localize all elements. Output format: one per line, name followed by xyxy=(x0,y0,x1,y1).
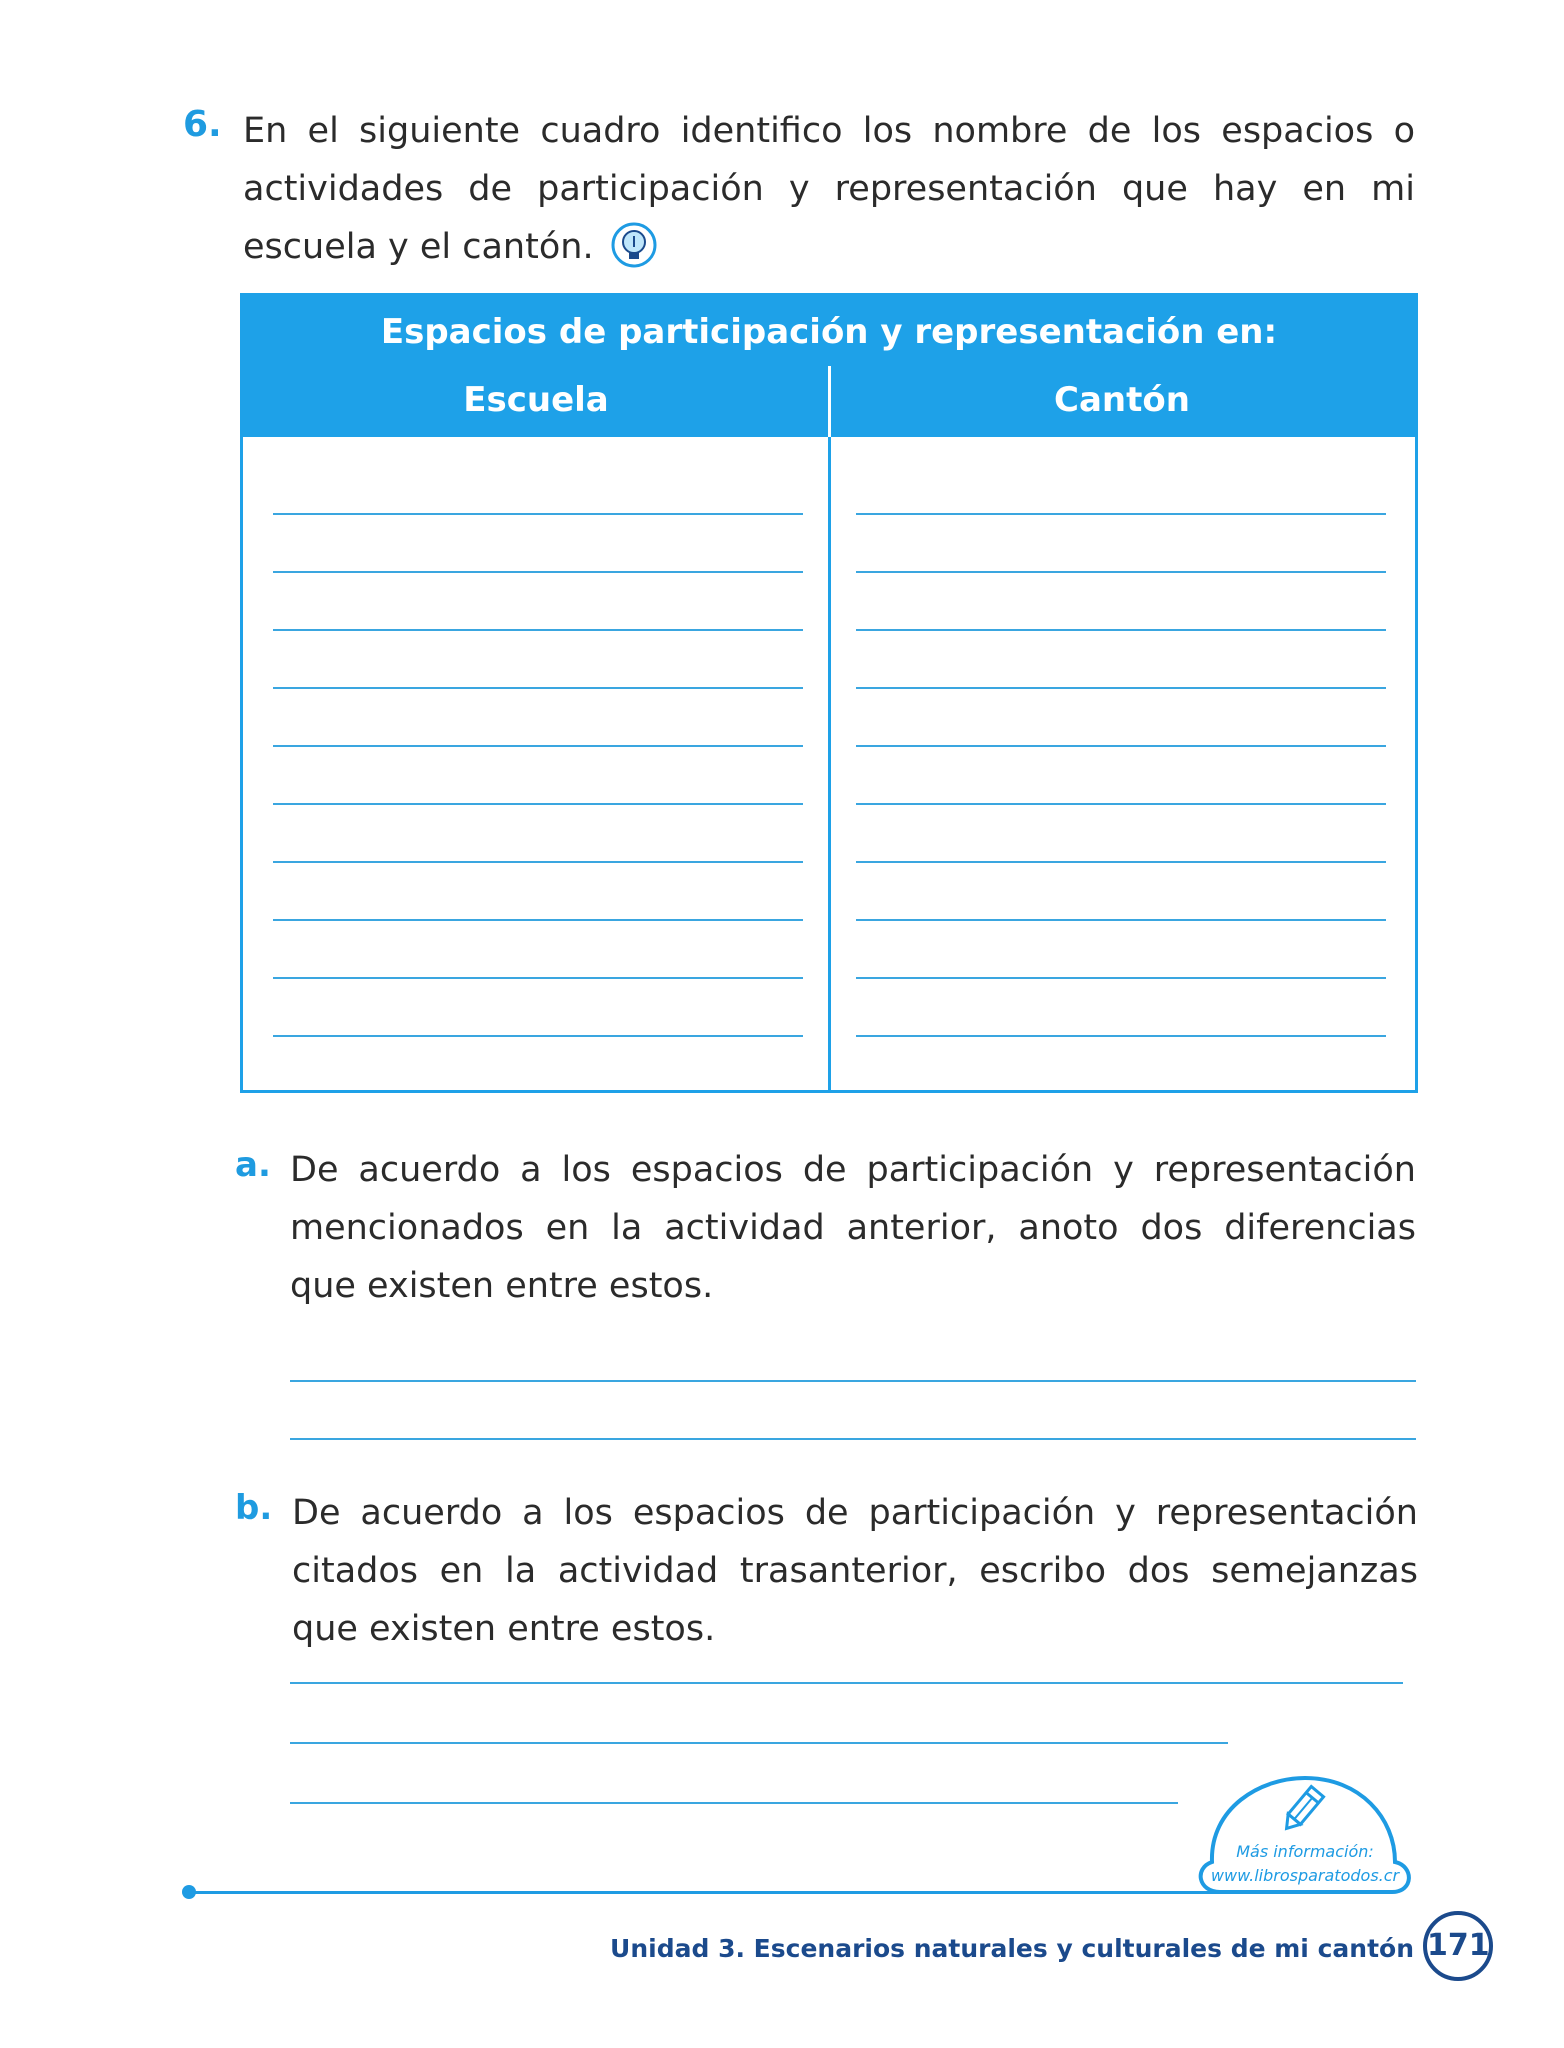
canton-blank-line[interactable] xyxy=(856,745,1386,747)
escuela-blank-line[interactable] xyxy=(273,629,803,631)
unit-title: Unidad 3. Escenarios naturales y culturales de mi cantón xyxy=(610,1934,1414,1963)
question-number: 6. xyxy=(183,104,222,145)
pencil-icon xyxy=(1272,1782,1332,1838)
answer-line-a-2[interactable] xyxy=(290,1438,1416,1440)
canton-blank-line[interactable] xyxy=(856,803,1386,805)
more-info-url[interactable]: www.librosparatodos.cr xyxy=(1210,1866,1400,1885)
column-divider xyxy=(828,437,831,1090)
table-title: Espacios de participación y representación en: xyxy=(380,312,1278,352)
lightbulb-icon xyxy=(611,222,657,268)
answer-line-b-3[interactable] xyxy=(290,1802,1178,1804)
canton-blank-line[interactable] xyxy=(856,1035,1386,1037)
table-header xyxy=(243,296,1415,437)
escuela-blank-line[interactable] xyxy=(273,687,803,689)
more-info-label: Más información: xyxy=(1236,1842,1374,1861)
escuela-blank-line[interactable] xyxy=(273,745,803,747)
canton-blank-line[interactable] xyxy=(856,919,1386,921)
canton-blank-line[interactable] xyxy=(856,513,1386,515)
canton-blank-line[interactable] xyxy=(856,629,1386,631)
question-text-content: En el siguiente cuadro identifico los nombre de los espacios o actividades de participación y representación que hay en mi escuela y el cantón. xyxy=(243,111,1415,267)
escuela-blank-line[interactable] xyxy=(273,571,803,573)
answer-line-b-1[interactable] xyxy=(290,1682,1403,1684)
escuela-blank-line[interactable] xyxy=(273,861,803,863)
answer-line-b-2[interactable] xyxy=(290,1742,1228,1744)
header-divider xyxy=(828,366,831,437)
sub-question-a-label: a. xyxy=(235,1145,271,1185)
page-number: 171 xyxy=(1423,1911,1493,1981)
escuela-blank-line[interactable] xyxy=(273,977,803,979)
escuela-blank-line[interactable] xyxy=(273,919,803,921)
escuela-blank-line[interactable] xyxy=(273,803,803,805)
question-text xyxy=(243,102,1415,276)
canton-blank-line[interactable] xyxy=(856,977,1386,979)
column-header-escuela: Escuela xyxy=(463,380,609,420)
escuela-blank-line[interactable] xyxy=(273,1035,803,1037)
column-header-canton: Cantón xyxy=(1054,380,1190,420)
sub-question-b-text: De acuerdo a los espacios de participación y representación citados en la actividad trasanterior, escribo dos semejanzas que existen entre estos. xyxy=(292,1493,1418,1649)
escuela-blank-line[interactable] xyxy=(273,513,803,515)
canton-blank-line[interactable] xyxy=(856,861,1386,863)
canton-blank-line[interactable] xyxy=(856,687,1386,689)
participation-table xyxy=(240,293,1418,1093)
footer-rule xyxy=(190,1891,1260,1894)
answer-line-a-1[interactable] xyxy=(290,1380,1416,1382)
canton-blank-line[interactable] xyxy=(856,571,1386,573)
sub-question-a-text: De acuerdo a los espacios de participación y representación mencionados en la actividad anterior, anoto dos diferencias que existen entre estos. xyxy=(290,1150,1416,1306)
sub-question-b-label: b. xyxy=(235,1488,273,1528)
